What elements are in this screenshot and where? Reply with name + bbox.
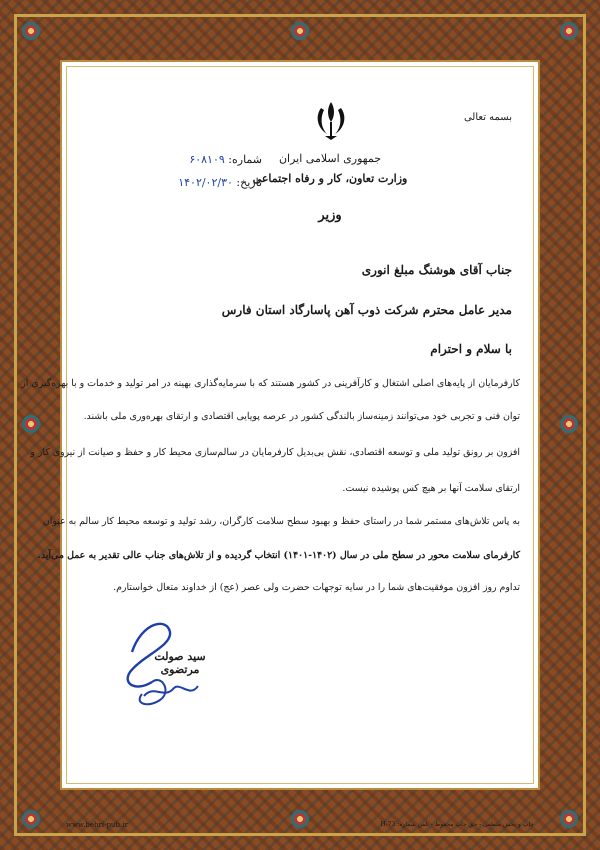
footer-website: www.behri-pub.ir [66, 821, 128, 829]
body-p1-line1: کارفرمایان از پایه‌های اصلی اشتغال و کارآفرینی در کشور هستند که با سرمایه‌گذاری بهینه در امر تولید و خدمات و با بهره‌گیری از [21, 378, 520, 389]
body-p1-line2: توان فنی و تجربی خود می‌توانند زمینه‌ساز بالندگی کشور در عرصه پویایی اقتصادی و ارتقای بهره‌وری ملی باشند. [83, 411, 520, 422]
footer-print-code: چاپ و پخش منطقی - حق چاپ محفوظ - تلفن شماره: 73-H [380, 821, 534, 828]
letter-date [178, 176, 262, 189]
republic-title: جمهوری اسلامی ایران [278, 152, 382, 165]
greeting-text: با سلام و احترام [430, 342, 512, 356]
addressee-position: مدیر عامل محترم شرکت ذوب آهن پاسارگاد استان فارس [221, 303, 512, 317]
addressee-name: جناب آقای هوشنگ مبلغ انوری [361, 263, 512, 277]
corner-rosette [560, 810, 578, 828]
ministry-title: وزارت تعاون، کار و رفاه اجتماعی [252, 172, 408, 185]
date-value: ۱۴۰۲/۰۲/۳۰ [178, 176, 233, 189]
border-rosette [22, 415, 40, 433]
number-value: ۶۰۸۱۰۹ [189, 153, 225, 166]
letter-number [189, 153, 262, 166]
border-rosette [291, 810, 309, 828]
signature-stroke-icon [140, 678, 200, 704]
corner-rosette [22, 810, 40, 828]
body-p4-line1: تداوم روز افزون موفقیت‌های شما را در سایه توجهات حضرت ولی عصر (عج) از خداوند متعال خواستارم. [113, 582, 520, 593]
iran-emblem-icon [309, 98, 353, 142]
minister-title: وزیر [318, 208, 342, 223]
body-p3-line1: به پاس تلاش‌های مستمر شما در راستای حفظ و بهبود سطح سلامت کارگران، رشد تولید و توسعه محیط کار سالم به عنوان [42, 516, 520, 527]
invocation-text: بسمه تعالی [463, 112, 512, 123]
border-rosette [291, 22, 309, 40]
number-label: شماره: [228, 153, 262, 166]
date-label: تاریخ: [236, 176, 262, 189]
body-p2-line1: افزون بر رونق تولید ملی و توسعه اقتصادی، نقش بی‌بدیل کارفرمایان در سالم‌سازی محیط کار و حفظ و صیانت از نیروی کار و [30, 447, 520, 458]
body-p3-line2: کارفرمای سلامت محور در سطح ملی در سال (۱۴۰۲-۱۴۰۱) انتخاب گردیده و از تلاش‌های جناب عالی تقدیر به عمل می‌آید. [37, 550, 520, 561]
border-rosette [560, 415, 578, 433]
corner-rosette [22, 22, 40, 40]
corner-rosette [560, 22, 578, 40]
body-p2-line2: ارتقای سلامت آنها بر هیچ کس پوشیده نیست. [342, 483, 520, 494]
signatory-name: سید صولت مرتضوی [154, 650, 206, 676]
